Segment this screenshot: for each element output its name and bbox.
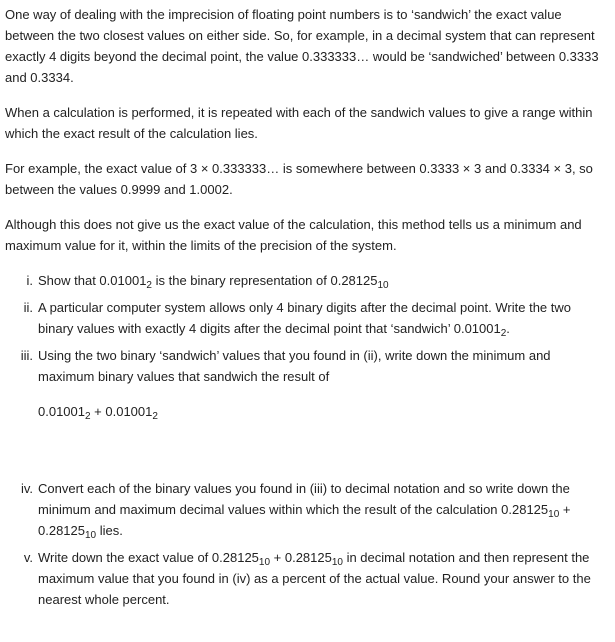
intro-paragraph-2: When a calculation is performed, it is repeated with each of the sandwich values to give a range within which the exact result of the calculation lies. [5,105,593,141]
question-text: Show that $0.01001_2$ is the binary representation of $0.28125_{10}$ [38,273,389,291]
question-i [5,270,607,291]
question-number: ii. [23,300,33,315]
question-iii [5,345,607,422]
question-list [5,270,607,610]
intro-paragraph-3: For example, the exact value of 3 × 0.333333… is somewhere between 0.3333 × 3 and 0.3334 × 3, so between the values 0.9999 and 1.0002. [5,161,593,197]
question-number: v. [23,550,33,565]
question-text: Convert each of the binary values you found in (iii) to decimal notation and so write down the minimum and maximum decimal values within which the result of the calculation $0.28125_{10} + 0.28125_{10}$ lies. [38,481,571,541]
question-number: i. [26,273,33,288]
question-v [5,547,607,610]
intro-paragraph-1: One way of dealing with the imprecision of floating point numbers is to ‘sandwich’ the exact value between the two closest values on either side. So, for example, in a decimal system that can represent exactly 4 digits beyond the decimal point, the value 0.333333… would be ‘sandwiched’ between 0.3333 and 0.3334. [5,7,599,85]
question-text: A particular computer system allows only 4 binary digits after the decimal point. Write the two binary values with exactly 4 digits after the decimal point that ‘sandwich’ $0.01001_2$. [38,300,571,339]
question-ii [5,297,607,339]
sum-expression: $0.01001_2 + 0.01001_2$ [38,404,158,422]
intro-paragraph-4: Although this does not give us the exact value of the calculation, this method tells us a minimum and maximum value for it, within the limits of the precision of the system. [5,217,582,253]
question-text: Write down the exact value of $0.28125_{10} + 0.28125_{10}$ in decimal notation and then represent the maximum value that you found in (iv) as a percent of the actual value. Round your answer to the nearest whole percent. [38,550,591,607]
question-number: iii. [20,348,33,363]
question-number: iv. [20,481,33,496]
question-text: Using the two binary ‘sandwich’ values that you found in (ii), write down the minimum and maximum binary values that sandwich the result of [38,348,551,384]
question-iv [5,478,607,541]
